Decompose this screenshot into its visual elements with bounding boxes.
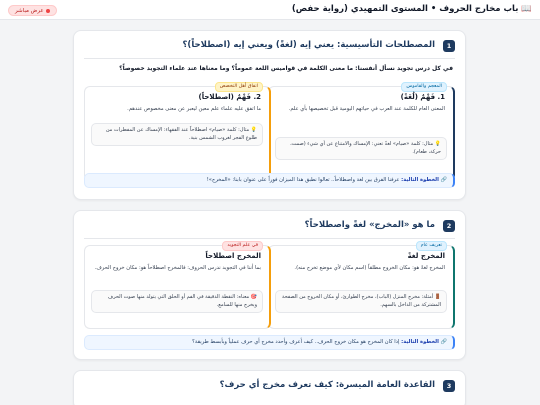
section-number: 3	[443, 380, 455, 392]
term-badge: اتفاق أهل التخصص	[215, 82, 263, 92]
lang-card-example: 🚪 أمثلة: مخرج المنزل (الباب)، مخرج الطوارئ، أو مكان الخروج من الصفحة المشتركة من الداخل بالسهم.	[275, 290, 447, 313]
link-icon: 🔗	[438, 339, 447, 345]
live-present-button[interactable]: عرض مباشر	[8, 5, 57, 16]
bulb-icon: 💡	[433, 141, 441, 147]
term-badge: في علم التجويد	[222, 241, 263, 251]
section-intro: في كل درس تجويد نسأل أنفسنا: ما معنى الكلمة في قواميس اللغة عموماً؟ وما معناها عند علماء التجويد خصوصاً؟	[119, 65, 453, 72]
link-icon: 🔗	[438, 177, 447, 183]
lang-card-title: المخرج لغةً	[407, 252, 445, 260]
lang-meaning-card	[268, 86, 455, 181]
section-number: 1	[443, 40, 455, 52]
term-card-text: بما أننا في التجويد ندرس الحروف: فالمخرج اصطلاحاً هو: مكان خروج الحرف.	[94, 265, 261, 271]
section-divider	[84, 58, 455, 59]
lesson-title: 📖باب مخارج الحروف • المستوى التمهيدي (رواية حفص)	[291, 4, 532, 14]
section-number: 2	[443, 220, 455, 232]
book-icon: 📖	[521, 4, 532, 14]
live-dot-icon	[46, 9, 50, 13]
section-card-terminology	[73, 30, 466, 200]
term-card-title: المخرج اصطلاحاً	[205, 252, 261, 260]
section-header	[84, 380, 455, 394]
section-header	[84, 40, 455, 54]
next-step-tip: 🔗 الخطوة التالية: عرفنا الفرق بين لغة واصطلاحاً.. تعالوا نطبق هذا الميزان فوراً على عنوان بابنا: «المخرج»!	[84, 173, 455, 188]
term-card-example: 💡 مثال: كلمة «صيام» اصطلاحاً عند الفقهاء: الإمساك عن المفطرات من طلوع الفجر لغروب الشمس بنية.	[91, 123, 263, 146]
makhraj-term-card	[84, 245, 271, 329]
bulb-icon: 💡	[249, 127, 257, 133]
section-title: المصطلحات التأسيسية: يعني إيه (لغةً) ويعني إيه (اصطلاحاً)؟	[182, 40, 435, 50]
term-card-text: ما اتفق عليه علماء علم معين ليعبر عن معنى مخصوص عندهم.	[127, 106, 261, 112]
lang-badge: تعريف عام	[416, 241, 447, 251]
top-bar	[0, 0, 540, 20]
lang-badge: المعجم والقاموس	[401, 82, 447, 92]
lang-card-title: 1. فَهْمٌ (لُغَةً)	[400, 93, 445, 101]
term-card-example: 🎯 معناه: النقطة الدقيقة في الفم أو الحلق التي يتولد منها صوت الحرف ويخرج منها للسامع.	[91, 290, 263, 313]
door-icon: 🚪	[433, 294, 441, 300]
section-title: القاعدة العامة الميسرة: كيف تعرف مخرج أي حرف؟	[219, 380, 435, 390]
section-header	[84, 220, 455, 234]
lang-card-text: المخرج لغةً هو: مكان الخروج مطلقاً (اسم مكان لأي موضع تخرج منه).	[294, 265, 445, 271]
lang-card-text: المعنى العام للكلمة عند العرب في حياتهم اليومية قبل تخصيصها بأي علم.	[288, 106, 445, 112]
section-divider	[84, 238, 455, 239]
next-step-tip: 🔗 الخطوة التالية: إذا كان المخرج هو مكان خروج الحرف.. كيف أعرف وأحدد مخرج أي حرف عملياً وبأبسط طريقة؟	[84, 335, 455, 350]
term-meaning-card	[84, 86, 271, 181]
section-card-makhraj	[73, 210, 466, 360]
section-title: ما هو «المخرج» لغةً واصطلاحاً؟	[304, 220, 435, 230]
makhraj-lang-card	[268, 245, 455, 329]
term-card-title: 2. فَهْمٌ (اصطلاحاً)	[198, 93, 261, 101]
section-card-general-rule	[73, 370, 466, 405]
lang-card-example: 💡 مثال: كلمة «صيام» لغةً تعني: الإمساك والامتناع عن أي شيء (صمت، حركة، طعام).	[275, 137, 447, 160]
target-icon: 🎯	[249, 294, 257, 300]
